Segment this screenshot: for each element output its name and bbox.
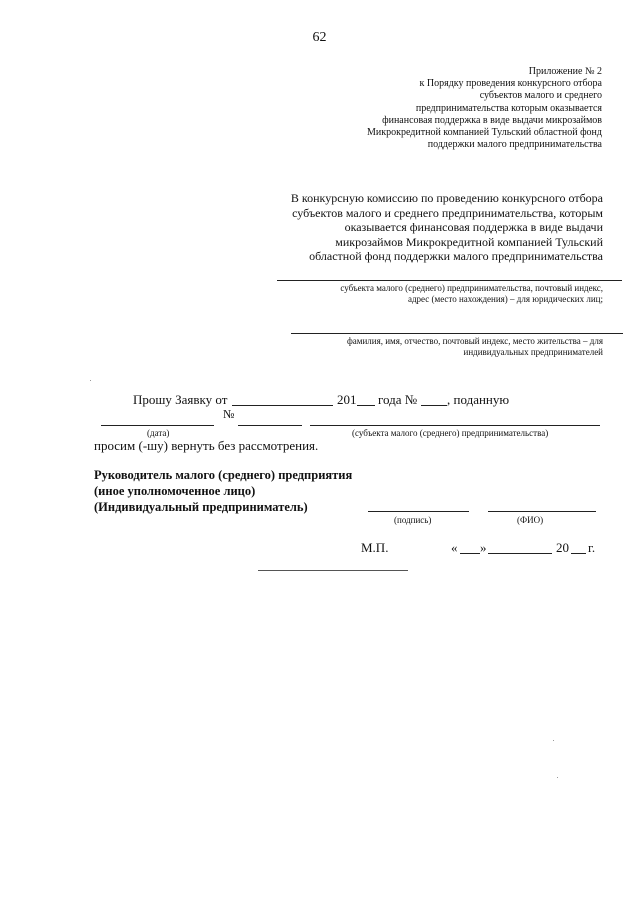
request-year-field[interactable]	[357, 405, 375, 406]
addressee-line: областной фонд поддержки малого предпринимательства	[309, 249, 603, 263]
addressee-line: В конкурсную комиссию по проведению конкурсного отбора	[290, 191, 603, 205]
number-sign: №	[223, 407, 235, 421]
appendix-line: к Порядку проведения конкурсного отбора	[419, 78, 602, 90]
number-fill-line[interactable]	[238, 425, 302, 426]
bottom-rule	[258, 570, 408, 571]
signature-caption: (подпись)	[394, 515, 432, 525]
signatory-line: Руководитель малого (среднего) предприятия	[94, 468, 353, 482]
addressee-line: микрозаймов Микрокредитной компанией Тульский	[335, 234, 603, 249]
month-fill-line[interactable]	[488, 553, 552, 554]
appendix-line: финансовая поддержка в виде выдачи микрозаймов	[382, 114, 602, 126]
date-quote-open: «	[451, 540, 458, 555]
year-suffix: г.	[588, 540, 596, 555]
legal-entity-fill-line[interactable]	[277, 280, 622, 281]
subject-caption: (субъекта малого (среднего) предпринимательства)	[352, 428, 549, 438]
request-year: 201	[337, 392, 357, 407]
appendix-line: Приложение № 2	[528, 66, 602, 77]
caption-line: фамилия, имя, отчество, почтовый индекс, место жительства – для	[346, 336, 603, 346]
request-prefix: Прошу Заявку от	[133, 392, 228, 407]
name-fill-line[interactable]	[488, 511, 596, 512]
year-fill-line[interactable]	[571, 553, 586, 554]
legal-entity-caption	[273, 283, 603, 305]
appendix-line: поддержки малого предпринимательства	[427, 139, 602, 151]
subject-fill-line[interactable]	[310, 425, 600, 426]
date-fill-line[interactable]	[101, 425, 214, 426]
day-fill-line[interactable]	[460, 553, 480, 554]
signatory-line: (иное уполномоченное лицо)	[94, 484, 256, 498]
request-number-field[interactable]	[421, 405, 447, 406]
addressee-block	[243, 191, 603, 264]
stamp-mp: М.П.	[361, 540, 389, 555]
scan-speck	[553, 740, 554, 741]
individual-fill-line[interactable]	[291, 333, 623, 334]
addressee-line: субъектов малого и среднего предпринимательства, которым	[292, 205, 603, 220]
addressee-line: оказывается финансовая поддержка в виде выдачи	[344, 220, 603, 234]
signature-fill-line[interactable]	[368, 511, 469, 512]
request-suffix: , поданную	[447, 392, 510, 407]
appendix-line: субъектов малого и среднего	[479, 90, 602, 102]
appendix-header	[272, 66, 602, 151]
signatory-block	[94, 467, 352, 515]
page-number: 62	[312, 30, 327, 45]
signatory-line: (Индивидуальный предприниматель)	[94, 500, 308, 514]
name-caption: (ФИО)	[517, 515, 544, 525]
year-prefix: 20	[556, 540, 569, 555]
request-date-field[interactable]	[232, 405, 333, 406]
individual-caption	[273, 336, 603, 358]
caption-line: адрес (место нахождения) – для юридических лиц;	[407, 294, 603, 304]
scan-speck	[557, 777, 558, 778]
date-caption: (дата)	[147, 428, 170, 438]
request-year-word: года №	[378, 392, 418, 407]
scan-speck	[90, 380, 91, 381]
appendix-line: Микрокредитной компанией Тульский областной фонд	[367, 127, 602, 139]
appendix-line: предпринимательства которым оказывается	[415, 102, 602, 114]
request-closing: просим (-шу) вернуть без рассмотрения.	[94, 438, 319, 453]
date-quote-close: »	[480, 540, 487, 555]
caption-line: субъекта малого (среднего) предпринимательства, почтовый индекс,	[340, 283, 603, 293]
caption-line: индивидуальных предпринимателей	[463, 347, 603, 357]
